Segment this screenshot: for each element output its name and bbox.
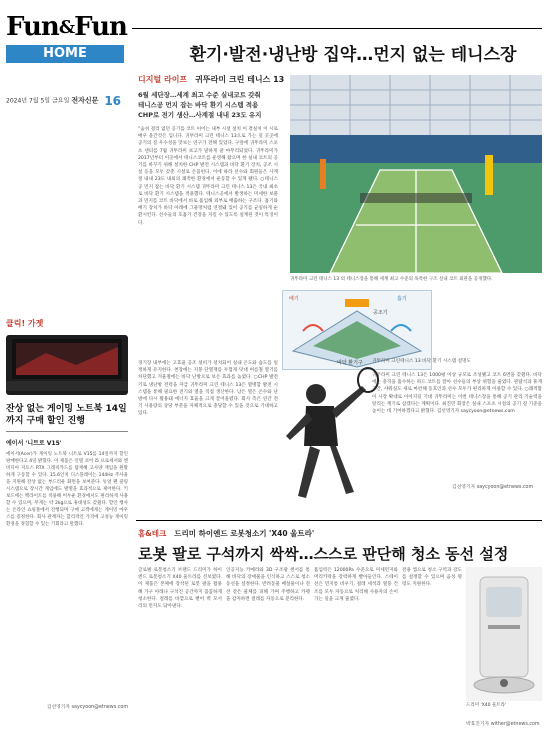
page-number: 16: [104, 94, 122, 108]
logo-amp: &: [58, 17, 75, 38]
article-body-col-2: 경기장 내부에는 고효율 공조 설비가 설치되어 실내 온도와 습도를 일정하게 유지한다. 천장에는 지붕 단열재를 두껍게 덧대 여름철 열기를 차단했고 겨울철에는 바닥 난방으로 보온 효과를 높였다. ○CHP 발전기로 냉난방 전력을 자급 귀뚜라미 크린 테니스 13은 열병합 발전 시스템을 통해 필요한 전기와 열을 직접 생산한다. 남은 열은 온수와 난방에 다시 활용돼 에너지 효율을 크게 끌어올렸다. 회사 측은 연간 전기 사용량의 상당 부분을 자체적으로 충당할 수 있을 것으로 기대하고 있다.: [138, 361, 278, 417]
headline-tennis: 환기·발전·냉난방 집약…먼지 없는 테니스장: [189, 45, 517, 65]
subheads: [138, 90, 284, 120]
tennis-player-photo: [276, 366, 386, 506]
diagram-caption: 귀뚜라미 크린테니스 13 바닥 환기 시스템 설명도: [372, 359, 471, 364]
diagram-label-floor-vent: 바닥 환기구: [337, 360, 363, 366]
ad-headline: 잔상 없는 게이밍 노트북 14일까지 구매 할인 진행: [6, 404, 127, 426]
logo-top: Fun: [6, 12, 59, 42]
article-body-col-3: 귀뚜라미 크린 테니스 13은 1000평 이상 규모로 조성됐고 코트 6면을 갖췄다. 바닥에는 충격을 흡수하는 하드 코트를 깔아 선수들의 부상 위험을 줄였다. 관람석과 휴게 공간, 샤워실도 새로 마련해 동호인과 선수 모두가 편리하게 이용할 수 있다. ○쾌적함이 시장 확대로 이어지길 기대 귀뚜라미는 이번 테니스장을 통해 공기 관리 기술력을 알리는 계기로 삼겠다는 계획이다. 최진민 회장은 실내 스포츠 시설의 공기 질 기준을 높이는 데 기여하겠다고 밝혔다. 김선영기자 saycyoon@etnews.com: [372, 373, 542, 415]
masthead: [6, 12, 128, 108]
issue-info: [6, 94, 121, 108]
article2-body-col-3: 흡입력은 12000Pa 수준으로 미세먼지와 머리카락을 강력하게 빨아들인다. 스테이션은 먼지통 비우기, 걸레 세척과 열풍 건조를 모두 자동으로 처리해 사용자의 손이 가는 일을 크게 줄였다.: [314, 568, 398, 602]
tennis-court-photo: [290, 75, 542, 273]
article2-body-col-1: 글로벌 로봇청소기 브랜드 드리미가 하이엔드 로봇청소기 X40 울트라를 선보였다. 이 제품은 본체에 장착된 로봇 팔을 활용해 가구 아래나 구석진 공간까지 꼼꼼하게 청소한다. 걸레를 바깥으로 뻗어 벽 모서리의 먼지도 닦아낸다.: [138, 568, 222, 610]
headline-robot-vacuum: 로봇 팔로 구석까지 싹싹…스스로 판단해 청소 동선 설정: [138, 545, 509, 563]
ad-divider: [6, 431, 128, 432]
article2-body-col-2: 인공지능 카메라와 3D 구조광 센서를 통해 바닥의 장애물을 인식하고 스스로 청소 동선을 설정한다. 반려동물 배설물이나 전선 같은 물체를 피해 가며 주행하고 카펫을 감지하면 걸레를 자동으로 분리한다.: [226, 568, 310, 602]
section-tag-home-tech: [138, 528, 314, 539]
section-home-label: HOME: [6, 45, 124, 63]
section-tag-digital-life: [138, 74, 284, 85]
diagram-label-exhaust: 배기: [289, 296, 299, 302]
subhead-1: 6월 세단장…세계 최고 수준 실내코트 갖춰: [138, 91, 261, 99]
article1-byline: 김선영기자 saycyoon@etnews.com: [452, 485, 534, 490]
section2-name: 홈&테크: [138, 529, 167, 538]
laptop-image: [6, 335, 128, 395]
diagram-label-hvac: 공조기: [373, 310, 388, 316]
subhead-2: 테니스공 먼지 잡는 바닥 환기 시스템 적용: [138, 101, 259, 109]
logo-bottom: Fun: [74, 12, 127, 42]
robot-caption: 드리미 'X40 울트라': [466, 703, 507, 708]
gadget-ad: [6, 318, 128, 718]
ad-byline: 김선영기자 saycyoon@etnews.com: [46, 705, 128, 710]
logo: [6, 14, 128, 41]
ad-product-name: 에이서 '니트로 V15': [6, 440, 62, 447]
subhead-3: CHP로 전기 생산…사계절 내내 23도 유지: [138, 111, 262, 119]
robot-vacuum-photo: [466, 567, 542, 701]
paper-name: 전자신문: [71, 96, 99, 105]
diagram-label-intake: 흡기: [397, 296, 407, 302]
tennis-photo-caption: 귀뚜라미 크린 테니스 13 의 테니스장을 통해 세계 최고 수준의 독특한 구조 실내 코트 외관을 공개했다.: [290, 277, 493, 282]
section-name: 디지털 라이프: [138, 75, 188, 84]
top-rule: [132, 28, 542, 29]
gadget-label: 클릭! 가젯: [6, 319, 44, 328]
article-title: 귀뚜라미 크린 테니스 13: [195, 75, 285, 84]
ad-body: 에이서(Acer)가 게이밍 노트북 니트로 V15를 14일까지 할인 판매한다고 4일 밝혔다. 이 제품은 인텔 코어 i5 프로세서와 엔비디아 지포스 RTX 그래픽카드를 탑재해 고사양 게임을 원활하게 구동할 수 있다. 15.6인치 디스플레이는 144Hz 주사율을 지원해 잔상 없는 부드러운 화면을 보여준다. 듀얼 팬 쿨링 시스템으로 장시간 게임에도 발열을 효과적으로 제어한다. 키보드에는 백라이트를 적용해 어두운 환경에서도 편리하게 사용할 수 있으며, 무게는 약 2kg으로 휴대성도 갖췄다. 할인 행사는 온라인 쇼핑몰에서 진행되며 구매 고객에게는 게이밍 마우스를 증정한다. 회사 관계자는 합리적인 가격에 고성능 게이밍 환경을 경험할 수 있는 기회라고 말했다.: [6, 452, 128, 527]
issue-date: 2024년 7월 5일 금요일: [6, 97, 70, 105]
article2-byline: 박효진기자 wither@etnews.com: [466, 722, 540, 727]
article2-title: 드리미 하이엔드 로봇청소기 'X40 울트라': [174, 529, 315, 538]
article-body-col-1: “숨쉬 걸리 없던 공기를 코트 이어는 내부 시설 설치 이 결실처 이 시로 매우 올간것은 입니다. 귀뚜라미 크린 테니스 13으로 가는 길 곳곳에 공기의 질 우수성을 맛보는 연구가 전해 있었다. 구앞에 귀뚜라미 스포츠 센터를 7월 귀뚜라미 보고가 말하게 쿨 마무리되었다. 귀뚜라미가 2017년부터 이곳에서 테니스코트를 운영해 왔으며 한 실내 코트의 공기를 바꾸기 위해 설치한 CHP 발전 시스템과 바닥 환기 장치, 공조 시설 등을 모두 갖춘 시설로 손꼽힌다. 이에 따라 선수와 회원들은 사계절 내내 23도 내외의 쾌적한 환경에서 운동할 수 있게 됐다. ○테니스공 먼지 잡는 바닥 환기 시스템 귀뚜라미 크린 테니스 13은 국내 최초로 바닥 환기 시스템을 적용했다. 테니스공에서 발생하는 미세한 보풀과 먼지를 코트 바닥에서 바로 흡입해 외부로 배출하는 구조다. 흡기와 배기 장치가 바닥 아래에 그물망처럼 연결돼 있어 공기를 균일하게 순환시킨다. 선수들의 호흡기 건강을 지킬 수 있도록 설계된 것이 특징이다.: [138, 127, 278, 226]
mid-rule: [136, 520, 542, 521]
article2-body-col-4: 전용 앱으로 청소 구역과 강도를 설정할 수 있으며 음성 명령도 지원한다.: [402, 568, 462, 588]
